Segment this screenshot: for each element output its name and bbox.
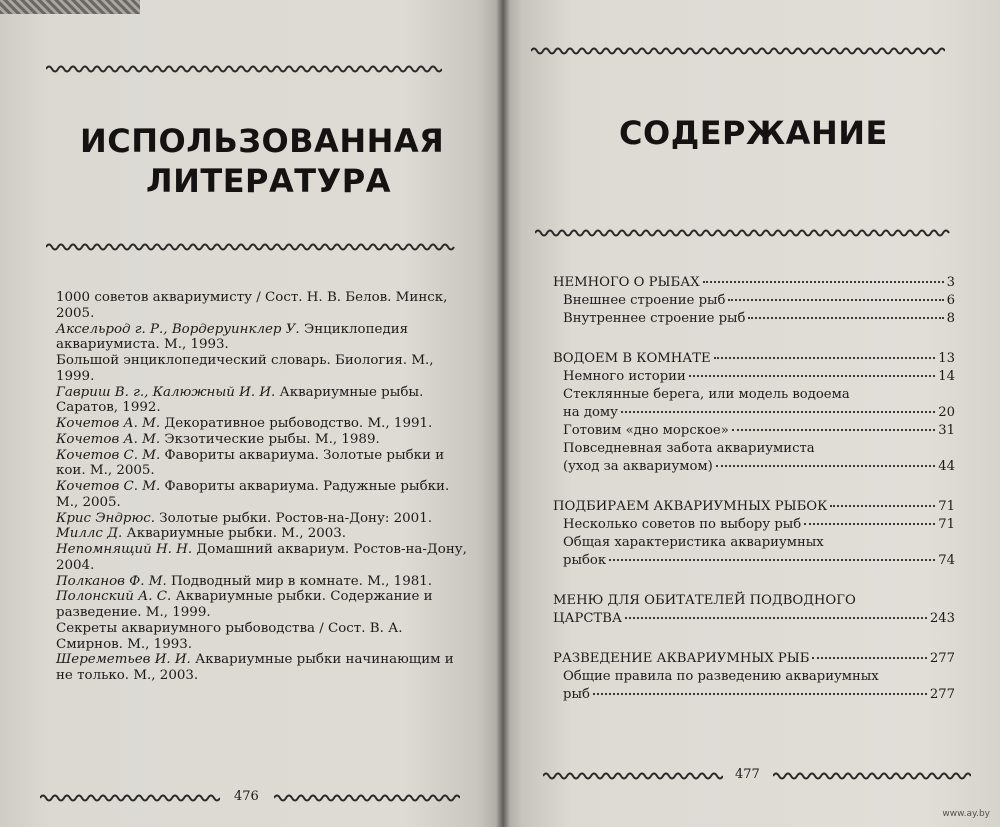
toc-entry-title-cont: рыб — [563, 687, 590, 702]
toc-leader-dots — [728, 299, 943, 301]
previous-page-corner — [0, 0, 140, 14]
reference-text: Большой энциклопедический словарь. Биология. М., 1999. — [56, 353, 434, 384]
toc-entry-title: Немного истории — [563, 369, 686, 384]
toc-leader-dots — [689, 375, 935, 377]
toc-page-number: 71 — [938, 499, 955, 514]
reference-item — [56, 652, 470, 684]
toc-entry — [563, 440, 955, 476]
toc-leader-dots — [609, 559, 935, 561]
contents-heading: СОДЕРЖАНИЕ — [619, 114, 888, 152]
toc-entry-title: Готовим «дно морское» — [563, 423, 729, 438]
reference-text: Фавориты аквариума. Радужные рыбки. М., 2005. — [56, 479, 450, 510]
literature-heading-line1: ИСПОЛЬЗОВАННАЯ — [80, 122, 445, 160]
toc-entry-title-cont: (уход за аквариумом) — [563, 459, 713, 474]
toc-entry-title-cont: рыбок — [563, 553, 607, 568]
toc-page-number: 6 — [946, 293, 955, 308]
toc-leader-dots — [812, 657, 926, 659]
toc-section-title: МЕНЮ ДЛЯ ОБИТАТЕЛЕЙ ПОДВОДНОГО — [553, 593, 856, 608]
reference-author: Гавриш В. г., Калюжный И. И. — [56, 384, 276, 400]
reference-author: Кочетов С. М. — [56, 447, 161, 463]
reference-item — [56, 621, 470, 653]
reference-text: Экзотические рыбы. М., 1989. — [160, 431, 380, 447]
toc-entry — [563, 386, 955, 422]
reference-item — [56, 589, 470, 621]
toc-leader-dots — [804, 523, 935, 525]
toc-entry-title: Общая характеристика аквариумных — [563, 535, 824, 550]
toc-leader-dots — [732, 429, 935, 431]
mid-ornament-left — [46, 240, 456, 254]
footer-ornament-right-b — [773, 770, 971, 782]
reference-text: Секреты аквариумного рыбоводства / Сост. В. А. Смирнов. М., 1993. — [56, 620, 403, 652]
top-ornament-left — [46, 62, 442, 76]
reference-item — [56, 542, 470, 574]
toc-entry-title: Несколько советов по выбору рыб — [563, 517, 802, 532]
toc-leader-dots — [830, 505, 935, 507]
toc-section-title: ПОДБИРАЕМ АКВАРИУМНЫХ РЫБОК — [553, 499, 828, 514]
reference-item — [56, 290, 470, 322]
reference-author: Кочетов А. М. — [56, 416, 161, 431]
toc-section-title: ВОДОЕМ В КОМНАТЕ — [553, 351, 711, 366]
references-list — [56, 290, 470, 684]
reference-author: Непомнящий Н. Н. — [56, 542, 193, 557]
footer-ornament-right-a — [543, 770, 723, 782]
toc-section-title-cont: ЦАРСТВА — [553, 611, 622, 626]
reference-item — [56, 574, 470, 590]
book-spine-shadow — [496, 0, 510, 827]
literature-heading-line2: ЛИТЕРАТУРА — [146, 162, 391, 200]
reference-item — [56, 416, 470, 432]
reference-item — [56, 385, 470, 417]
toc-page-number: 44 — [938, 459, 955, 474]
reference-item — [56, 511, 470, 527]
reference-author: Кочетов А. М. — [56, 431, 161, 447]
toc-entry-title: Общие правила по разведению аквариумных — [563, 669, 879, 684]
toc-section — [553, 650, 955, 668]
reference-text: Аквариумные рыбы. Саратов, 1992. — [56, 384, 424, 416]
reference-author: Полканов Ф. М. — [56, 573, 167, 589]
footer-ornament-left-a — [40, 792, 220, 804]
toc-page-number: 8 — [946, 311, 955, 326]
reference-text: Золотые рыбки. Ростов-на-Дону: 2001. — [155, 510, 432, 526]
toc-section — [553, 274, 955, 292]
reference-text: Подводный мир в комнате. М., 1981. — [166, 573, 433, 589]
toc-leader-dots — [703, 281, 944, 283]
toc-entry — [563, 516, 955, 534]
toc-section-title: НЕМНОГО О РЫБАХ — [553, 275, 700, 290]
reference-item — [56, 479, 470, 511]
toc-entry — [563, 534, 955, 570]
footer-ornament-left-b — [274, 792, 460, 804]
toc-page-number: 20 — [938, 405, 955, 420]
page-number-left: 476 — [234, 789, 259, 804]
toc-page-number: 14 — [938, 369, 955, 384]
reference-item — [56, 322, 470, 354]
reference-text: Фавориты аквариума. Золотые рыбки и кои. М., 2005. — [56, 447, 445, 479]
toc-section — [553, 498, 955, 516]
toc-section — [553, 592, 955, 628]
toc-entry-title: Стеклянные берега, или модель водоема — [563, 387, 850, 402]
toc-entry — [563, 422, 955, 440]
toc-leader-dots — [748, 317, 943, 319]
toc-page-number: 3 — [946, 275, 955, 290]
toc-entry — [563, 368, 955, 386]
reference-author: Миллс Д. — [56, 526, 123, 542]
toc-entry — [563, 292, 955, 310]
toc-page-number: 13 — [938, 351, 955, 366]
mid-ornament-right — [535, 226, 951, 240]
toc-entry-title: Повседневная забота аквариумиста — [563, 441, 815, 456]
reference-item — [56, 353, 470, 385]
toc-entry — [563, 310, 955, 328]
reference-text: 1000 советов аквариумисту / Сост. Н. В. Белов. Минск, 2005. — [56, 290, 448, 321]
toc-leader-dots — [625, 617, 927, 619]
reference-text: Аквариумные рыбки. М., 2003. — [122, 526, 347, 542]
toc-page-number: 31 — [938, 423, 955, 438]
reference-author: Шереметьев И. И. — [56, 652, 191, 668]
toc-page-number: 277 — [929, 651, 955, 666]
toc-page-number: 243 — [929, 611, 955, 626]
toc-page-number: 71 — [938, 517, 955, 532]
toc-section — [553, 350, 955, 368]
toc-entry-title: Внутреннее строение рыб — [563, 311, 746, 326]
toc-entry-title: Внешнее строение рыб — [563, 293, 726, 308]
reference-text: Декоративное рыбоводство. М., 1991. — [160, 416, 433, 431]
toc-leader-dots — [621, 411, 935, 413]
reference-item — [56, 526, 470, 542]
table-of-contents — [553, 270, 955, 704]
page-number-right: 477 — [735, 767, 760, 782]
reference-text: Аквариумные рыбки. Содержание и разведение. М., 1999. — [56, 589, 433, 620]
toc-page-number: 277 — [929, 687, 955, 702]
reference-author: Кочетов С. М. — [56, 479, 161, 494]
toc-section-title: РАЗВЕДЕНИЕ АКВАРИУМНЫХ РЫБ — [553, 651, 810, 666]
toc-leader-dots — [714, 357, 936, 359]
reference-text: Энциклопедия аквариумиста. М., 1993. — [56, 321, 409, 353]
toc-entry — [563, 668, 955, 704]
toc-entry-title-cont: на дому — [563, 405, 618, 420]
reference-item — [56, 432, 470, 448]
top-ornament-right — [531, 44, 945, 58]
reference-item — [56, 448, 470, 480]
reference-author: Крис Эндрюс. — [56, 510, 155, 526]
reference-text: Домашний аквариум. Ростов-на-Дону, 2004. — [56, 542, 467, 573]
toc-leader-dots — [593, 693, 927, 695]
toc-leader-dots — [716, 465, 935, 467]
reference-author: Аксельрод г. Р., Вордеруинклер У. — [56, 321, 300, 337]
reference-text: Аквариумные рыбки начинающим и не только. М., 2003. — [56, 652, 454, 683]
watermark: www.ay.by — [942, 809, 990, 819]
reference-author: Полонский А. С. — [56, 589, 172, 605]
toc-page-number: 74 — [938, 553, 955, 568]
